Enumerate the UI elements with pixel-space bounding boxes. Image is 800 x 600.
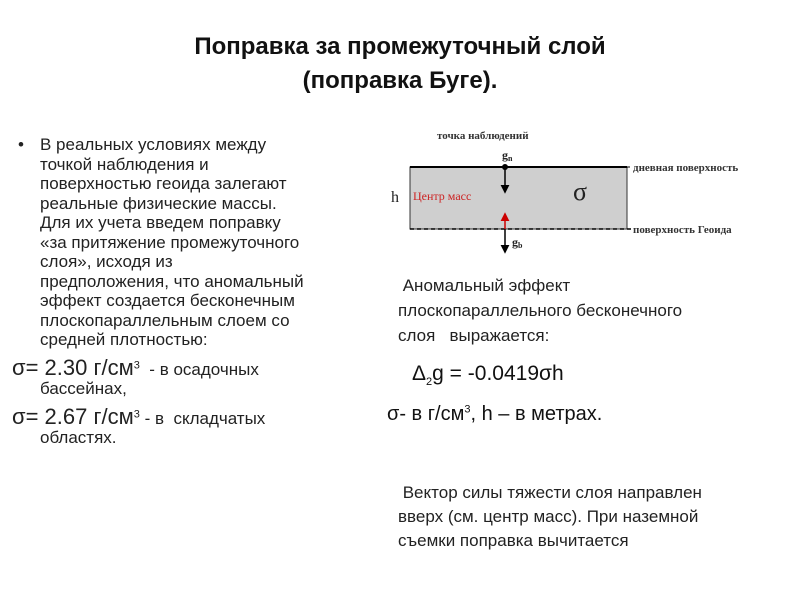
- text-line: эффект создается бесконечным: [40, 291, 295, 310]
- bullet-mark: •: [18, 135, 24, 154]
- density-desc: - в складчатых: [139, 408, 266, 428]
- point-label: точка наблюдений: [437, 130, 529, 142]
- density-desc-cont: областях.: [40, 428, 117, 447]
- title-line-2: (поправка Буге).: [302, 67, 498, 94]
- units-suffix: , h – в метрах.: [470, 403, 603, 425]
- density-exponent: 3: [133, 358, 140, 371]
- h-label: h: [391, 189, 399, 206]
- text-line: съемки поправка вычитается: [398, 531, 629, 550]
- text-line: вверх (см. центр масс). При наземной: [398, 507, 699, 526]
- density-sedimentary: [12, 354, 392, 399]
- density-desc-cont: бассейнах,: [40, 379, 127, 398]
- units-exponent: 3: [464, 403, 471, 416]
- text-line: Аномальный эффект: [398, 276, 571, 295]
- density-value: σ= 2.30 г/см: [12, 354, 134, 380]
- text-line: Вектор силы тяжести слоя направлен: [398, 483, 702, 502]
- text-line: слоя выражается:: [398, 326, 550, 345]
- text-line: В реальных условиях между: [40, 135, 267, 154]
- text-line: слоя», исходя из: [40, 252, 173, 271]
- bouguer-layer-diagram: [385, 122, 795, 257]
- text-line: плоскопараллельным слоем со: [40, 310, 290, 330]
- density-folded: [12, 403, 392, 448]
- text-line: плоскопараллельного бесконечного: [398, 301, 683, 320]
- vector-paragraph: [398, 481, 798, 553]
- density-value: σ= 2.67 г/см: [12, 403, 134, 429]
- units-prefix: σ- в г/см: [387, 403, 465, 425]
- text-line: средней плотностью:: [40, 330, 208, 349]
- left-text-block: [12, 135, 392, 448]
- density-exponent: 3: [133, 407, 140, 420]
- units-line: [387, 403, 602, 426]
- anomaly-paragraph: [398, 273, 798, 348]
- bouguer-formula: [412, 362, 564, 389]
- formula-delta: Δ: [412, 362, 427, 385]
- formula-subscript: 2: [426, 376, 433, 389]
- title-line-1: Поправка за промежуточный слой: [194, 33, 606, 60]
- gb-label: gb: [512, 235, 523, 250]
- formula-rest: g = -0.0419σh: [432, 362, 564, 385]
- text-line: реальные физические массы.: [40, 193, 277, 213]
- text-line: поверхностью геоида залегают: [40, 174, 287, 193]
- text-line: предположения, что аномальный: [40, 271, 304, 291]
- gn-label: gn: [502, 148, 513, 163]
- geoid-label: поверхность Геоида: [633, 224, 732, 236]
- center-label: Центр масс: [413, 189, 472, 203]
- day-surface-label: дневная поверхность: [633, 162, 739, 174]
- page-title: [0, 30, 800, 98]
- density-desc: - в осадочных: [139, 359, 259, 379]
- bullet-paragraph: [12, 135, 392, 350]
- text-line: «за притяжение промежуточного: [40, 232, 300, 252]
- text-line: Для их учета введем поправку: [40, 213, 281, 232]
- text-line: точкой наблюдения и: [40, 154, 209, 174]
- sigma-label: σ: [573, 177, 588, 206]
